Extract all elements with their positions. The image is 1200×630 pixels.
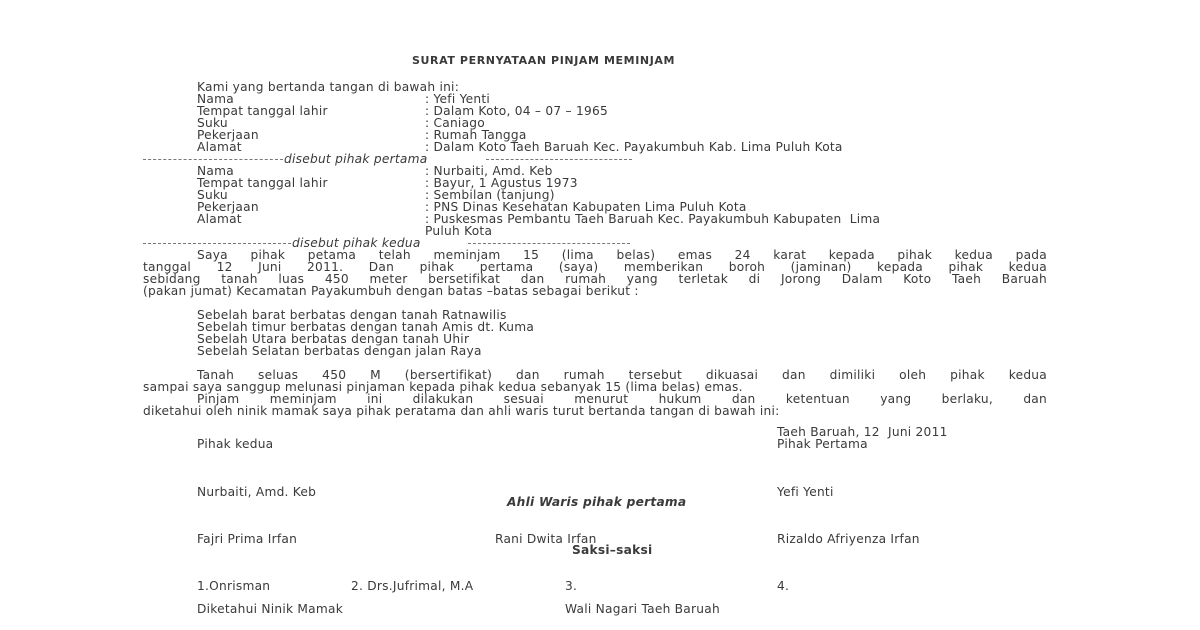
party2-tribe-value: : Sembilan (tanjung) (425, 188, 555, 202)
boundary-item: Sebelah Utara berbatas dengan tanah Uhir (197, 332, 470, 346)
paragraph-line: sebidang tanah luas 450 meter bersetifikat dan rumah yang terletak di Jorong Dalam Koto Taeh Baruah (143, 272, 1047, 286)
party1-address-label: Alamat (197, 140, 242, 154)
witness-name: 1.Onrisman (197, 579, 271, 593)
heir-name: Fajri Prima Irfan (197, 532, 298, 546)
paragraph-line: (pakan jumat) Kecamatan Payakumbuh dengan batas –batas sebagai berikut : (143, 284, 639, 298)
witness-name: 2. Drs.Jufrimal, M.A (351, 579, 474, 593)
party1-tribe-value: : Caniago (425, 116, 485, 130)
wali-nagari-label: Wali Nagari Taeh Baruah (565, 602, 720, 616)
right-signatory-name: Yefi Yenti (777, 485, 834, 499)
party2-address-continued: Puluh Kota (425, 224, 493, 238)
separator-line (468, 243, 630, 244)
separator-line (486, 159, 632, 160)
witness-name: 4. (777, 579, 790, 593)
party2-name-value: : Nurbaiti, Amd. Keb (425, 164, 553, 178)
party2-birth-value: : Bayur, 1 Agustus 1973 (425, 176, 578, 190)
boundary-item: Sebelah barat berbatas dengan tanah Ratnawilis (197, 308, 507, 322)
boundary-item: Sebelah Selatan berbatas dengan jalan Raya (197, 344, 482, 358)
party1-job-value: : Rumah Tangga (425, 128, 527, 142)
separator-line (143, 243, 291, 244)
party1-job-label: Pekerjaan (197, 128, 259, 142)
paragraph-line: Tanah seluas 450 M (bersertifikat) dan rumah tersebut dikuasai dan dimiliki oleh pihak kedua (197, 368, 1047, 382)
heir-name: Rizaldo Afriyenza Irfan (777, 532, 920, 546)
paragraph-line: Saya pihak petama telah meminjam 15 (lima belas) emas 24 karat kepada pihak kedua pada (197, 248, 1047, 262)
paragraph-line: sampai saya sanggup melunasi pinjaman kepada pihak kedua sebanyak 15 (lima belas) emas. (143, 380, 743, 394)
party2-birth-label: Tempat tanggal lahir (197, 176, 328, 190)
party2-name-label: Nama (197, 164, 234, 178)
party2-job-value: : PNS Dinas Kesehatan Kabupaten Lima Puluh Kota (425, 200, 747, 214)
party1-name-value: : Yefi Yenti (425, 92, 491, 106)
party2-address-label: Alamat (197, 212, 242, 226)
party1-tribe-label: Suku (197, 116, 228, 130)
party2-address-value: : Puskesmas Pembantu Taeh Baruah Kec. Payakumbuh Kabupaten Lima (425, 212, 881, 226)
party1-birth-value: : Dalam Koto, 04 – 07 – 1965 (425, 104, 608, 118)
party1-name-label: Nama (197, 92, 234, 106)
party2-tribe-label: Suku (197, 188, 228, 202)
document-title: SURAT PERNYATAAN PINJAM MEMINJAM (412, 54, 676, 67)
paragraph-line: tanggal 12 Juni 2011. Dan pihak pertama (saya) memberikan boroh (jaminan) kepada pihak kedua (143, 260, 1047, 274)
heir-name: Rani Dwita Irfan (495, 532, 597, 546)
ninik-mamak-label: Diketahui Ninik Mamak (197, 602, 344, 616)
boundary-item: Sebelah timur berbatas dengan tanah Amis dt. Kuma (197, 320, 535, 334)
paragraph-line: Pinjam meminjam ini dilakukan sesuai menurut hukum dan ketentuan yang berlaku, dan (197, 392, 1047, 406)
left-signatory-role: Pihak kedua (197, 437, 274, 451)
place-date: Taeh Baruah, 12 Juni 2011 (777, 425, 948, 439)
party1-birth-label: Tempat tanggal lahir (197, 104, 328, 118)
paragraph-line: diketahui oleh ninik mamak saya pihak peratama dan ahli waris turut bertanda tangan di bawah ini: (143, 404, 780, 418)
party2-job-label: Pekerjaan (197, 200, 259, 214)
party2-designation: disebut pihak kedua (292, 236, 421, 250)
witnesses-heading: Saksi–saksi (572, 543, 653, 557)
separator-line (143, 159, 283, 160)
witness-name: 3. (565, 579, 578, 593)
heirs-heading: Ahli Waris pihak pertama (507, 495, 687, 509)
intro-text: Kami yang bertanda tangan di bawah ini: (197, 80, 460, 94)
right-signatory-role: Pihak Pertama (777, 437, 868, 451)
party1-designation: disebut pihak pertama (284, 152, 428, 166)
party1-address-value: : Dalam Koto Taeh Baruah Kec. Payakumbuh Kab. Lima Puluh Kota (425, 140, 843, 154)
left-signatory-name: Nurbaiti, Amd. Keb (197, 485, 317, 499)
